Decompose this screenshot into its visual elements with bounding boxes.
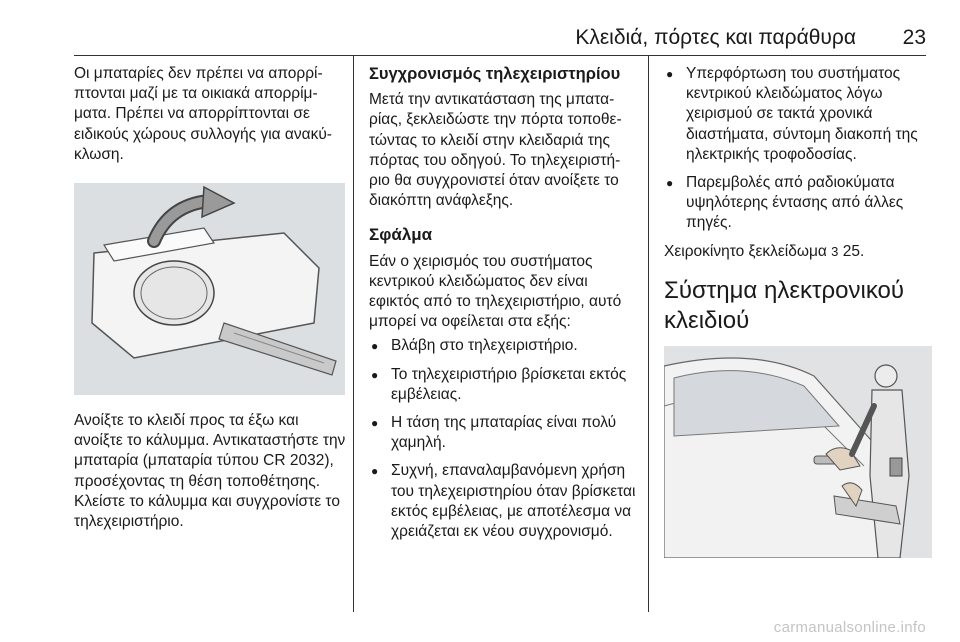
list-item: ● Παρεμβολές από ραδιοκύματα υψηλότερης έντασης από άλλες πηγές. — [664, 173, 934, 234]
column-divider-1 — [353, 56, 354, 612]
list-item: ● Η τάση της μπαταρίας είναι πολύ χαμηλή. — [369, 413, 639, 453]
manual-unlock-reference — [664, 242, 934, 262]
electronic-key-illustration — [664, 346, 932, 558]
reference-page: 25. — [842, 242, 865, 260]
list-item: ● Συχνή, επαναλαμβανόμενη χρήση του τηλεχειριστηρίου όταν βρίσκεται εκτός εμβέλειας, με αποτέλεσμα να χρειάζεται εκ νέου συγχρονισμό. — [369, 461, 639, 542]
column-2 — [369, 64, 639, 550]
column-3 — [664, 64, 934, 558]
sync-text: Μετά την αντικατάσταση της μπατα- ρίας, ξεκλειδώστε την πόρτα τοποθε- τώντας το κλειδί στην κλειδαριά της πόρτας του οδηγού. Το τηλεχειριστή- ριο θα συγχρονιστεί όταν ανοίξετε το διακόπτη ανάφλεξης. — [369, 91, 622, 210]
column-1 — [74, 64, 348, 532]
page-header — [74, 26, 926, 50]
fault-causes-list — [369, 336, 639, 542]
reference-text: Χειροκίνητο ξεκλείδωμα — [664, 242, 827, 260]
header-divider — [74, 55, 926, 56]
fault-heading: Σφάλμα — [369, 225, 433, 245]
key-battery-illustration — [74, 183, 345, 395]
watermark: carmanualsonline.info — [773, 619, 926, 636]
key-battery-drawing — [74, 183, 345, 395]
list-item: ● Το τηλεχειριστήριο βρίσκεται εκτός εμβέλειας. — [369, 365, 639, 405]
list-item: ● Υπερφόρτωση του συστήματος κεντρικού κλειδώματος λόγω χειρισμού σε τακτά χρονικά διαστήματα, σύντομη διακοπή της ηλεκτρικής τροφοδοσίας. — [664, 64, 934, 165]
fault-causes-list-continued — [664, 64, 934, 234]
header-title: Κλειδιά, πόρτες και παράθυρα — [575, 26, 856, 49]
key-battery-caption: Ανοίξτε το κλειδί προς τα έξω και ανοίξτε το κάλυμμα. Αντικαταστήστε την μπαταρία (μπαταρία τύπου CR 2032), προσέχοντας τη θέση τοποθέτησης. Κλείστε το κάλυμμα και συγχρονίστε το τηλεχειριστήριο. — [74, 412, 346, 531]
fault-text: Εάν ο χειρισμός του συστήματος κεντρικού κλειδώματος δεν είναι εφικτός από το τηλεχειριστήριο, αυτό μπορεί να οφείλεται στα εξής: — [369, 252, 622, 331]
car-door-drawing — [664, 346, 932, 558]
list-item: ● Βλάβη στο τηλεχειριστήριο. — [369, 336, 639, 356]
page-number: 23 — [902, 26, 926, 49]
battery-disposal-text: Οι μπαταρίες δεν πρέπει να απορρί- πτονται μαζί με τα οικιακά απορρίμ- ματα. Πρέπει να απορρίπτονται σε ειδικούς χώρους συλλογής για ανακύ- κλωση. — [74, 65, 332, 163]
sync-heading: Συγχρονισμός τηλεχειριστηρίου — [369, 65, 621, 83]
electronic-key-heading: Σύστημα ηλεκτρονικού κλειδιού — [664, 276, 905, 334]
page-reference-arrow: 3 — [831, 243, 839, 259]
column-divider-2 — [648, 56, 649, 612]
